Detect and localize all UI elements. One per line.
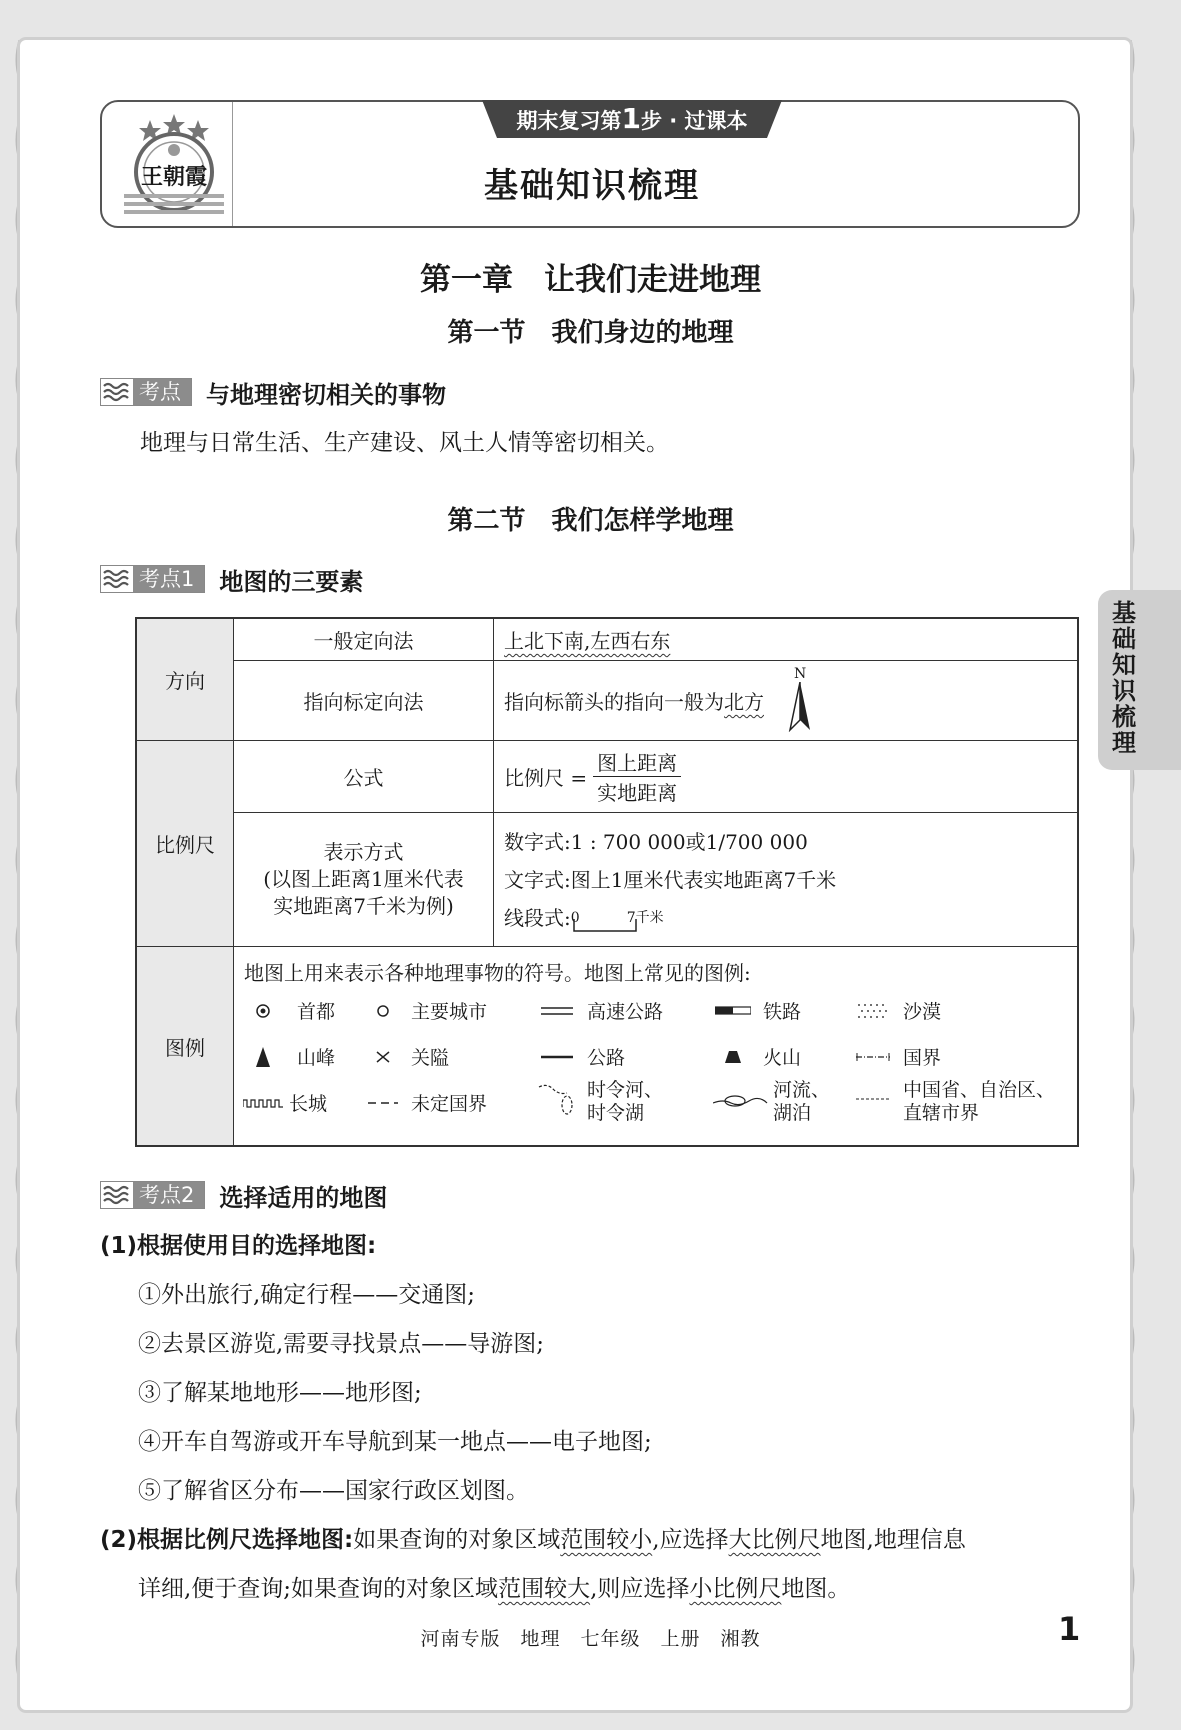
kp1-text: 地理与日常生活、生产建设、风土人情等密切相关。 [140,430,669,456]
legend-seasonal-river [537,1079,663,1125]
desert-icon [853,1002,893,1020]
kp-heading-1 [100,377,446,407]
side-tab-char: 识 [1112,677,1136,705]
border-icon [853,1052,893,1062]
legend-label: 长城 [289,1093,328,1115]
province-border-icon [853,1079,893,1119]
legend-label: 时令湖 [587,1102,645,1124]
volcano-icon [713,1051,753,1063]
side-tab-char: 基 [1112,599,1136,627]
legend-river-lake [713,1079,830,1125]
kp-label: 考点 [133,379,191,405]
kp2-item-1: ①外出旅行,确定行程——交通图; [138,1282,476,1308]
kp2-p2-key: 范围较小 [560,1527,653,1553]
kp2-p2-text: ,应选择 [652,1527,729,1553]
scale-method-label: 表示方式 [323,840,404,864]
direction-desc-2-key: 北方 [724,690,764,714]
kp2-item-2: ②去景区游览,需要寻找景点——导游图; [138,1331,545,1357]
city-icon [363,1004,403,1018]
legend-great-wall [243,1089,327,1116]
formula-denominator: 实地距离 [597,781,678,805]
kp2-p2-key: 范围较大 [498,1576,591,1602]
scale-methods [494,813,1079,947]
scale-method-cell [234,813,494,947]
scale-bar-end: 7千米 [626,909,664,926]
legend-label: 国界 [903,1047,942,1069]
kp2-item-5: ⑤了解省区分布——国家行政区划图。 [138,1478,529,1504]
side-tab-char: 理 [1112,729,1136,757]
formula-lhs: 比例尺 = [504,766,588,790]
legend-label: 沙漠 [903,1001,942,1023]
side-tab-char: 知 [1112,651,1136,679]
section-title-1: 第一节 我们身边的地理 [447,318,734,348]
legend-label: 高速公路 [587,1001,664,1023]
scale-line-label: 线段式: [504,905,571,930]
kp-title: 选择适用的地图 [219,1183,388,1212]
legend-label: 未定国界 [411,1093,488,1115]
kp2-p2-text: 地图,地理信息 [820,1527,966,1553]
side-tab-char: 梳 [1112,703,1136,731]
page-number: 1 [1058,1610,1081,1648]
legend-label: 湖泊 [773,1102,812,1124]
legend-capital [243,997,335,1024]
kp2-p2-key: 小比例尺 [689,1576,782,1602]
logo-text: 王朝霞 [140,164,207,190]
legend-railway [713,997,801,1024]
kp-heading-3 [100,1180,387,1210]
seasonal-river-icon [537,1079,577,1119]
kp2-p2-title: (2)根据比例尺选择地图: [100,1527,354,1553]
legend-label: 公路 [587,1047,626,1069]
legend-label: 主要城市 [411,1001,488,1023]
chapter-title: 第一章 让我们走进地理 [420,262,761,298]
scale-numeric: 数字式:1 : 700 000或1/700 000 [504,829,808,854]
scale-method-note-1: (以图上距离1厘米代表 [263,867,464,891]
legend-major-city [363,997,487,1024]
legend-label: 直辖市界 [903,1102,980,1124]
road-icon [537,1054,577,1060]
legend-label: 火山 [763,1047,802,1069]
river-lake-icon [713,1079,769,1119]
kp-title: 与地理密切相关的事物 [206,380,446,409]
page-header [100,100,1080,228]
legend-label: 铁路 [763,1001,802,1023]
legend-label: 中国省、自治区、 [903,1079,1056,1101]
scale-formula-label: 公式 [234,741,494,813]
legend-label: 时令河、 [587,1079,664,1101]
kp2-p2-line1 [100,1525,1085,1555]
side-tab [1098,590,1181,770]
kp2-p2-text: ,则应选择 [590,1576,690,1602]
kp2-p1-title: (1)根据使用目的选择地图: [100,1233,377,1259]
kp2-item-4: ④开车自驾游或开车导航到某一地点——电子地图; [138,1429,652,1455]
page-footer: 河南专版 地理 七年级 上册 湘教 [420,1628,761,1650]
peak-icon [243,1047,283,1067]
kp-waves-icon [101,1182,133,1208]
page-title: 基础知识梳理 [484,166,700,206]
great-wall-icon [243,1098,283,1108]
kp-label: 考点2 [133,1182,204,1208]
direction-desc-1: 上北下南,左西右东 [504,629,671,653]
legend-volcano [713,1043,801,1070]
formula-numerator: 图上距离 [593,747,681,777]
kp2-p2-text: 详细,便于查询;如果查询的对象区域 [138,1576,499,1602]
legend-label: 河流、 [773,1079,831,1101]
legend-pass [363,1043,449,1070]
row-head-direction: 方向 [137,619,234,741]
kp2-p2-text: 地图。 [781,1576,851,1602]
legend-province-border [853,1079,1055,1125]
legend-peak [243,1043,335,1070]
step-tab-suffix: 步 · 过课本 [640,109,748,133]
step-tab-prefix: 期末复习第 [516,109,622,133]
legend-label: 山峰 [297,1047,336,1069]
kp2-p2-text: 如果查询的对象区域 [353,1527,561,1553]
railway-icon [713,1006,753,1016]
map-elements-table [135,617,1079,1147]
legend-road [537,1043,625,1070]
section-title-2: 第二节 我们怎样学地理 [447,506,734,536]
step-tab-number: 1 [621,102,641,135]
direction-method-2: 指向标定向法 [234,661,494,741]
north-letter: N [794,665,807,682]
kp2-p2-line2 [138,1574,850,1604]
scale-formula [494,741,1079,813]
kp-title: 地图的三要素 [219,567,364,596]
legend-label: 首都 [297,1001,336,1023]
row-head-scale: 比例尺 [137,741,234,947]
kp2-p2-key: 大比例尺 [728,1527,821,1553]
scale-bar-icon [571,901,681,935]
direction-desc-2: 指向标箭头的指向一般为 [504,690,724,714]
capital-icon [243,1003,283,1019]
kp2-item-3: ③了解某地地形——地形图; [138,1380,422,1406]
legend-desert [853,997,941,1024]
kp-label: 考点1 [133,566,204,592]
kp-waves-icon [101,379,133,405]
north-arrow-icon [786,665,816,732]
side-tab-char: 础 [1112,625,1136,653]
legend-expressway [537,997,663,1024]
kp-heading-2 [100,564,363,594]
pass-icon [363,1050,403,1064]
scale-text: 文字式:图上1厘米代表实地距离7千米 [504,867,837,892]
scale-method-note-2: 实地距离7千米为例) [273,894,454,918]
expressway-icon [537,1006,577,1016]
legend-undetermined-border [363,1089,487,1116]
legend-label: 关隘 [411,1047,450,1069]
legend-intro: 地图上用来表示各种地理事物的符号。地图上常见的图例: [244,961,751,985]
scale-bar-zero: 0 [570,909,580,926]
kp-waves-icon [101,566,133,592]
undetermined-border-icon [363,1100,403,1106]
direction-method-1: 一般定向法 [234,619,494,661]
row-head-legend: 图例 [137,947,234,1145]
step-tab [482,100,782,140]
legend-border [853,1043,941,1070]
